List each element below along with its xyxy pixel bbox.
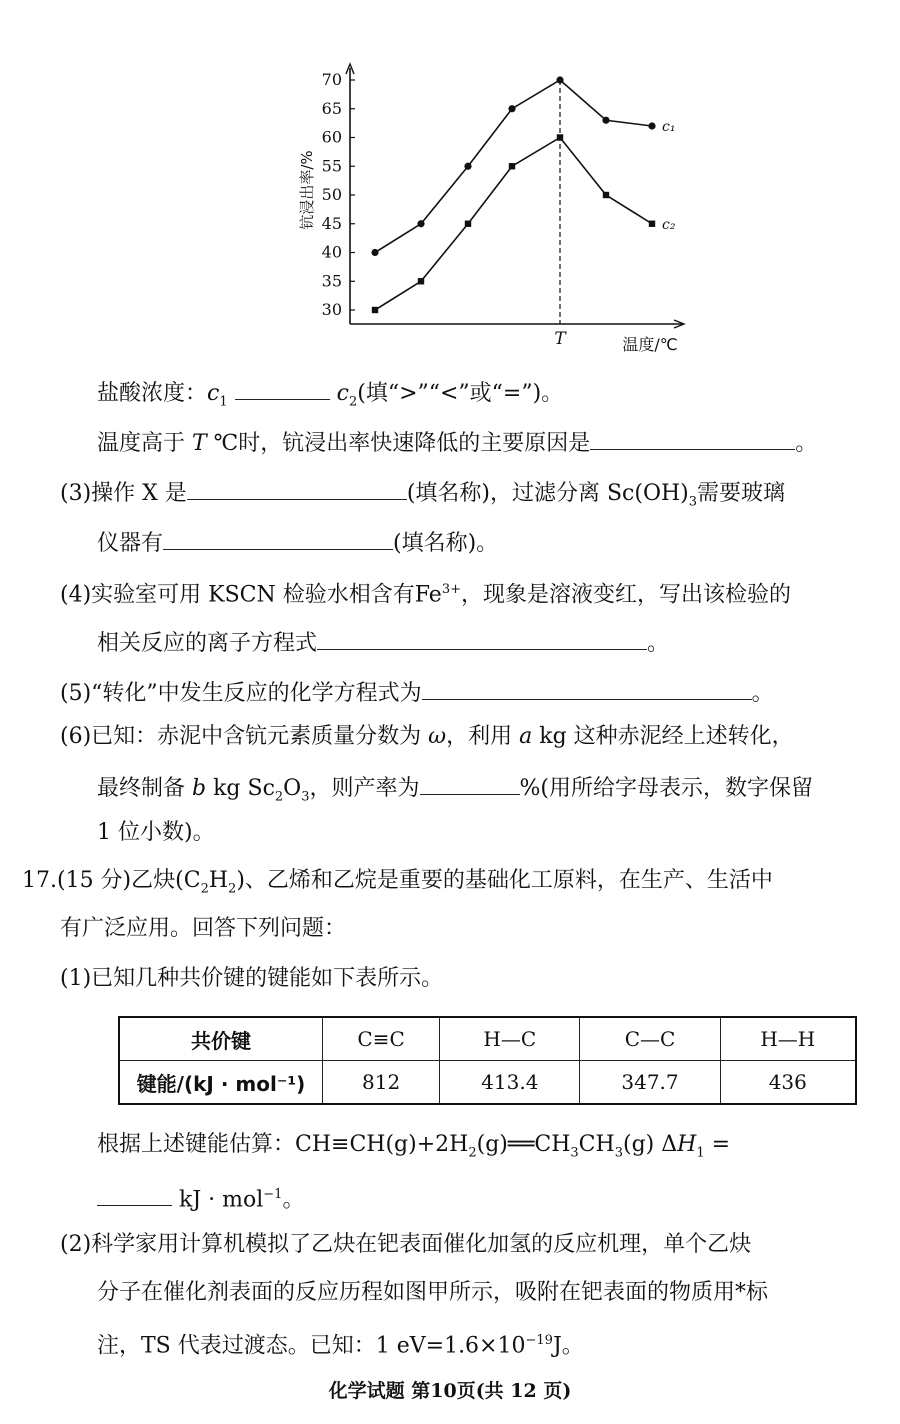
series-2-point xyxy=(509,163,515,169)
text-l1a: 盐酸浓度： xyxy=(97,381,208,406)
question-17-line-4 xyxy=(97,1130,730,1168)
text-l18b: J。 xyxy=(552,1333,584,1359)
question-line-1 xyxy=(97,375,563,417)
text-l9s1: 2 xyxy=(274,789,284,805)
text-l8c: kg 这种赤泥经上述转化， xyxy=(532,724,794,749)
text-l13: (1)已知几种共价键的键能如下表所示。 xyxy=(60,966,444,991)
text-l14e: = xyxy=(704,1132,731,1157)
c2-sub: 2 xyxy=(348,394,358,410)
text-l14d: (g) Δ xyxy=(622,1132,678,1157)
y-tick-label: 40 xyxy=(321,242,342,262)
series-1-label: c₁ xyxy=(662,119,676,135)
text-l3b: (填名称)，过滤分离 Sc(OH) xyxy=(406,481,689,506)
table-cell: 812 xyxy=(323,1061,440,1105)
question-17-line-8 xyxy=(97,1326,584,1361)
text-l3c: 需要玻璃 xyxy=(697,481,786,506)
b-symbol: b xyxy=(192,776,207,801)
bond-energy-table xyxy=(118,1016,857,1105)
answer-blank-6[interactable] xyxy=(422,675,752,700)
text-l18sup: −19 xyxy=(525,1333,553,1348)
text-l9a: 最终制备 xyxy=(97,776,192,801)
y-axis-label: 钪浸出率/% xyxy=(298,150,316,230)
T-label: T xyxy=(554,329,566,349)
question-line-9 xyxy=(97,770,813,812)
question-line-5 xyxy=(60,575,791,610)
question-17-line-7 xyxy=(97,1278,768,1308)
answer-blank-1[interactable] xyxy=(235,375,330,400)
table-cell: 共价键 xyxy=(119,1017,323,1061)
table-header-row xyxy=(119,1017,856,1061)
text-l5b: ，现象是溶液变红，写出该检验的 xyxy=(461,582,792,608)
y-tick-label: 65 xyxy=(321,98,342,118)
text-l11b: H xyxy=(208,868,229,893)
text-l10: 1 位小数)。 xyxy=(97,820,215,845)
text-l4b: (填名称)。 xyxy=(393,531,499,556)
chart-svg xyxy=(290,60,700,360)
a-symbol: a xyxy=(519,724,533,749)
text-l12: 有广泛应用。回答下列问题： xyxy=(60,916,347,941)
text-l7a: (5)“转化”中发生反应的化学方程式为 xyxy=(60,681,422,706)
text-l6b: 。 xyxy=(647,631,670,656)
y-tick-label: 70 xyxy=(321,70,342,89)
text-l14s3: 3 xyxy=(614,1145,623,1161)
c1-symbol: c xyxy=(207,381,220,406)
x-axis-label: 温度/℃ xyxy=(622,335,678,354)
text-l9f: %(用所给字母表示，数字保留 xyxy=(519,776,814,801)
text-l1b: (填“>”“<”或“=”)。 xyxy=(357,381,564,406)
text-l14s2: 3 xyxy=(570,1145,579,1161)
question-17-line-3 xyxy=(60,964,443,994)
text-l3s: 3 xyxy=(688,494,698,510)
series-1-point xyxy=(417,220,424,227)
text-l17: 分子在催化剂表面的反应历程如图甲所示，吸附在钯表面的物质用*标 xyxy=(97,1280,769,1305)
series-2-point xyxy=(372,307,378,313)
text-l11c: )、乙烯和乙烷是重要的基础化工原料，在生产、生活中 xyxy=(236,868,773,893)
table-cell: C—C xyxy=(580,1017,720,1061)
table-cell: 413.4 xyxy=(440,1061,580,1105)
text-l18a: 注，TS 代表过渡态。已知：1 eV=1.6×10 xyxy=(97,1333,526,1359)
series-1-point xyxy=(556,76,563,83)
question-line-7 xyxy=(60,675,774,709)
question-line-4 xyxy=(97,525,498,559)
y-tick-label: 35 xyxy=(321,271,342,291)
series-2-point xyxy=(418,278,424,284)
series-1-point xyxy=(371,249,378,256)
y-tick-label: 45 xyxy=(321,213,342,233)
text-l14c: CH xyxy=(578,1132,615,1157)
text-l8b: ，利用 xyxy=(446,724,520,749)
answer-blank-5[interactable] xyxy=(317,625,647,650)
table-cell: H—C xyxy=(440,1017,580,1061)
question-17-line-2 xyxy=(60,914,346,944)
text-l5a: (4)实验室可用 KSCN 检验水相含有Fe xyxy=(60,582,442,608)
text-l6a: 相关反应的离子方程式 xyxy=(97,631,318,656)
text-l9s2: 3 xyxy=(301,789,310,805)
question-17-line-1 xyxy=(22,866,773,904)
text-l4a: 仪器有 xyxy=(97,531,164,556)
question-line-10 xyxy=(97,818,215,848)
table-cell: 键能/(kJ · mol⁻¹) xyxy=(119,1061,323,1105)
series-1-point xyxy=(602,117,609,124)
y-tick-label: 60 xyxy=(321,127,342,147)
text-l2c: 。 xyxy=(795,431,818,456)
text-l11s1: 2 xyxy=(200,881,209,897)
table-cell: 436 xyxy=(720,1061,856,1105)
text-l14s1: 2 xyxy=(468,1145,477,1161)
question-17-line-6 xyxy=(60,1230,751,1260)
table-cell: C≡C xyxy=(323,1017,440,1061)
y-tick-label: 30 xyxy=(321,300,342,319)
answer-blank-8[interactable] xyxy=(97,1181,172,1206)
question-line-6 xyxy=(97,625,669,659)
text-l16: (2)科学家用计算机模拟了乙炔在钯表面催化加氢的反应机理，单个乙炔 xyxy=(60,1232,752,1257)
text-l9c: kg Sc xyxy=(206,776,275,801)
T-symbol: T xyxy=(192,431,207,456)
text-l7b: 。 xyxy=(751,681,774,706)
c2-symbol: c xyxy=(336,381,349,406)
text-l2a: 温度高于 xyxy=(97,431,192,456)
text-l15sup: −1 xyxy=(263,1187,283,1202)
series-2-point xyxy=(649,221,655,227)
page-footer: 化学试题 第10页(共 12 页) xyxy=(328,1380,572,1402)
answer-blank-4[interactable] xyxy=(163,525,393,550)
series-1-point xyxy=(508,105,515,112)
series-2-point xyxy=(557,134,563,140)
table-cell: 347.7 xyxy=(580,1061,720,1105)
table-cell: H—H xyxy=(720,1017,856,1061)
H-symbol: H xyxy=(677,1132,697,1157)
text-l11s2: 2 xyxy=(228,881,237,897)
series-2-point xyxy=(465,221,471,227)
text-l14a: 根据上述键能估算：CH≡CH(g)+2H xyxy=(97,1132,469,1157)
question-17-line-5 xyxy=(97,1180,304,1215)
text-l15a: kJ · mol xyxy=(179,1187,264,1213)
question-line-3 xyxy=(60,475,785,517)
y-tick-label: 55 xyxy=(321,156,342,176)
text-l9e: ，则产率为 xyxy=(309,776,420,801)
text-l9d: O xyxy=(283,776,302,801)
text-l14b: (g)══CH xyxy=(476,1132,571,1157)
series-2-label: c₂ xyxy=(662,216,676,233)
text-l15b: 。 xyxy=(282,1187,305,1213)
table-row xyxy=(119,1061,856,1105)
series-1-point xyxy=(464,163,471,170)
series-1-point xyxy=(648,122,655,129)
question-line-8 xyxy=(60,722,794,752)
question-line-2 xyxy=(97,425,817,459)
c1-sub: 1 xyxy=(219,394,228,410)
answer-blank-3[interactable] xyxy=(187,475,407,500)
answer-blank-2[interactable] xyxy=(590,425,795,450)
text-l8a: (6)已知：赤泥中含钪元素质量分数为 xyxy=(60,724,429,749)
text-l2b: ℃时，钪浸出率快速降低的主要原因是 xyxy=(206,431,591,456)
y-tick-label: 50 xyxy=(321,185,342,204)
leaching-rate-chart xyxy=(290,60,700,360)
text-l11a: 17.(15 分)乙炔(C xyxy=(22,868,201,893)
text-l5sup: 3+ xyxy=(441,582,461,597)
text-l3a: (3)操作 X 是 xyxy=(60,481,187,506)
series-2-point xyxy=(603,192,609,198)
text-l14s4: 1 xyxy=(696,1145,705,1161)
omega-symbol: ω xyxy=(428,724,447,749)
answer-blank-7[interactable] xyxy=(420,770,520,795)
